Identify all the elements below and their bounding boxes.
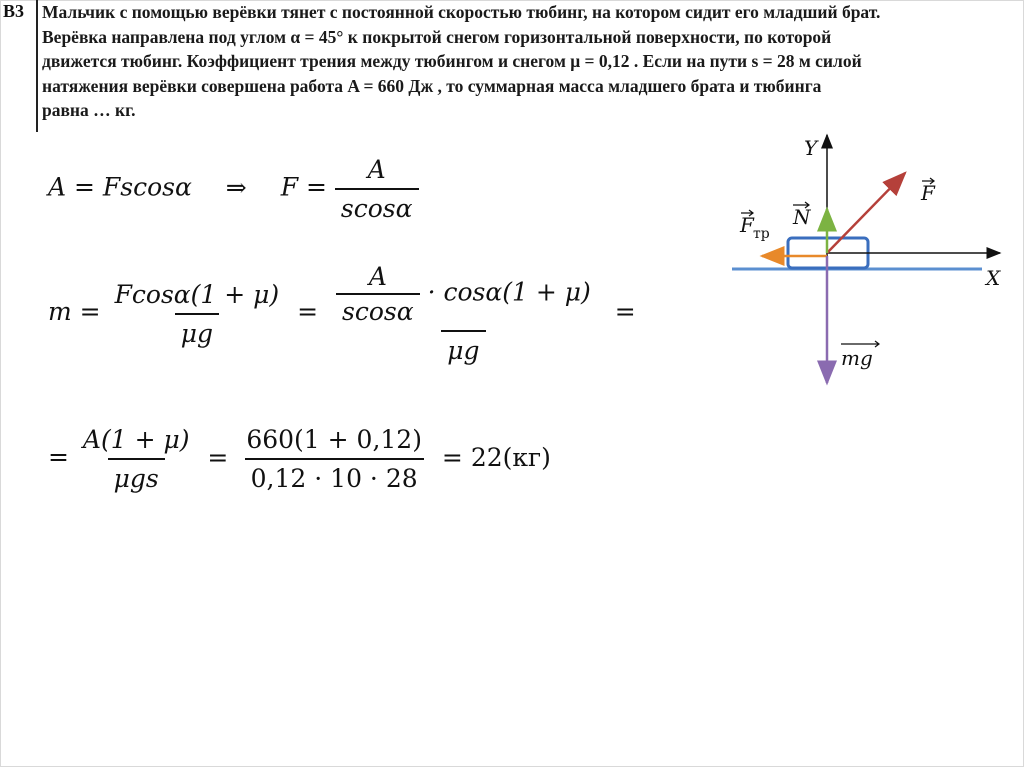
problem-number: В3 bbox=[3, 1, 25, 21]
work-formula: A = Fscosα bbox=[48, 172, 192, 202]
implies-symbol: ⇒ bbox=[225, 172, 247, 202]
equals-sign-2: = bbox=[207, 442, 229, 472]
equation-result bbox=[48, 425, 551, 493]
nested-fraction bbox=[336, 262, 420, 326]
normal-force-label bbox=[792, 202, 812, 229]
friction-force-label bbox=[739, 210, 770, 242]
equation-work bbox=[48, 155, 419, 223]
nested-fraction-den: scosα bbox=[336, 293, 420, 326]
force-lhs: F = bbox=[280, 172, 327, 202]
result-fraction-2-den: 0,12 · 10 · 28 bbox=[245, 458, 424, 493]
rope-force-label bbox=[920, 178, 936, 205]
trailing-equals: = bbox=[614, 297, 636, 326]
mass-fraction-2 bbox=[330, 262, 597, 365]
result-fraction-2-num: 660(1 + 0,12) bbox=[246, 425, 422, 454]
result-fraction-1 bbox=[77, 425, 196, 493]
rope-force-text: F bbox=[921, 181, 935, 205]
y-axis-label: Y bbox=[804, 136, 818, 160]
nested-fraction-num: A bbox=[368, 262, 387, 291]
gravity-force-label bbox=[841, 341, 879, 370]
final-result: = 22(кг) bbox=[441, 442, 551, 472]
result-fraction-1-num: A(1 + μ) bbox=[82, 425, 190, 454]
leading-equals: = bbox=[48, 442, 69, 472]
force-fraction-den: scosα bbox=[335, 188, 419, 223]
gravity-force-text: mg bbox=[841, 346, 873, 370]
mass-fraction-1-num: Fcosα(1 + μ) bbox=[114, 279, 280, 309]
problem-line-4: натяжения верёвки совершена работа A = 660 Дж , то суммарная масса младшего брата и тюбинга bbox=[42, 75, 822, 96]
margin-rule bbox=[36, 0, 38, 132]
result-fraction-2 bbox=[240, 425, 428, 493]
mass-fraction-2-den: μg bbox=[441, 330, 485, 365]
problem-statement bbox=[42, 0, 1012, 123]
normal-force-text: N bbox=[793, 205, 811, 229]
x-axis-label: X bbox=[986, 266, 1001, 290]
mass-fraction-1-den: μg bbox=[175, 313, 219, 348]
force-diagram bbox=[720, 125, 1010, 395]
equation-mass bbox=[48, 262, 636, 365]
result-fraction-1-den: μgs bbox=[108, 458, 165, 493]
friction-force-text: F bbox=[740, 213, 754, 237]
friction-force-subscript: тр bbox=[753, 226, 770, 242]
mass-fraction-2-num-rest: · cosα(1 + μ) bbox=[427, 277, 591, 307]
problem-line-5: равна … кг. bbox=[42, 100, 136, 121]
force-fraction-num: A bbox=[367, 155, 386, 184]
mass-fraction-1 bbox=[109, 280, 286, 348]
problem-line-2: Верёвка направлена под углом α = 45° к покрытой снегом горизонтальной поверхности, по которой bbox=[42, 26, 832, 47]
problem-line-3: движется тюбинг. Коэффициент трения между тюбингом и снегом μ = 0,12 . Если на пути s = 28 м силой bbox=[42, 51, 862, 72]
force-fraction bbox=[335, 155, 419, 223]
mass-fraction-2-num bbox=[330, 262, 597, 330]
mass-lhs: m = bbox=[48, 297, 101, 326]
equals-sign: = bbox=[297, 297, 319, 326]
rope-force-arrow bbox=[827, 173, 905, 253]
problem-line-1: Мальчик с помощью верёвки тянет с постоянной скоростью тюбинг, на котором сидит его младший брат. bbox=[42, 2, 881, 22]
